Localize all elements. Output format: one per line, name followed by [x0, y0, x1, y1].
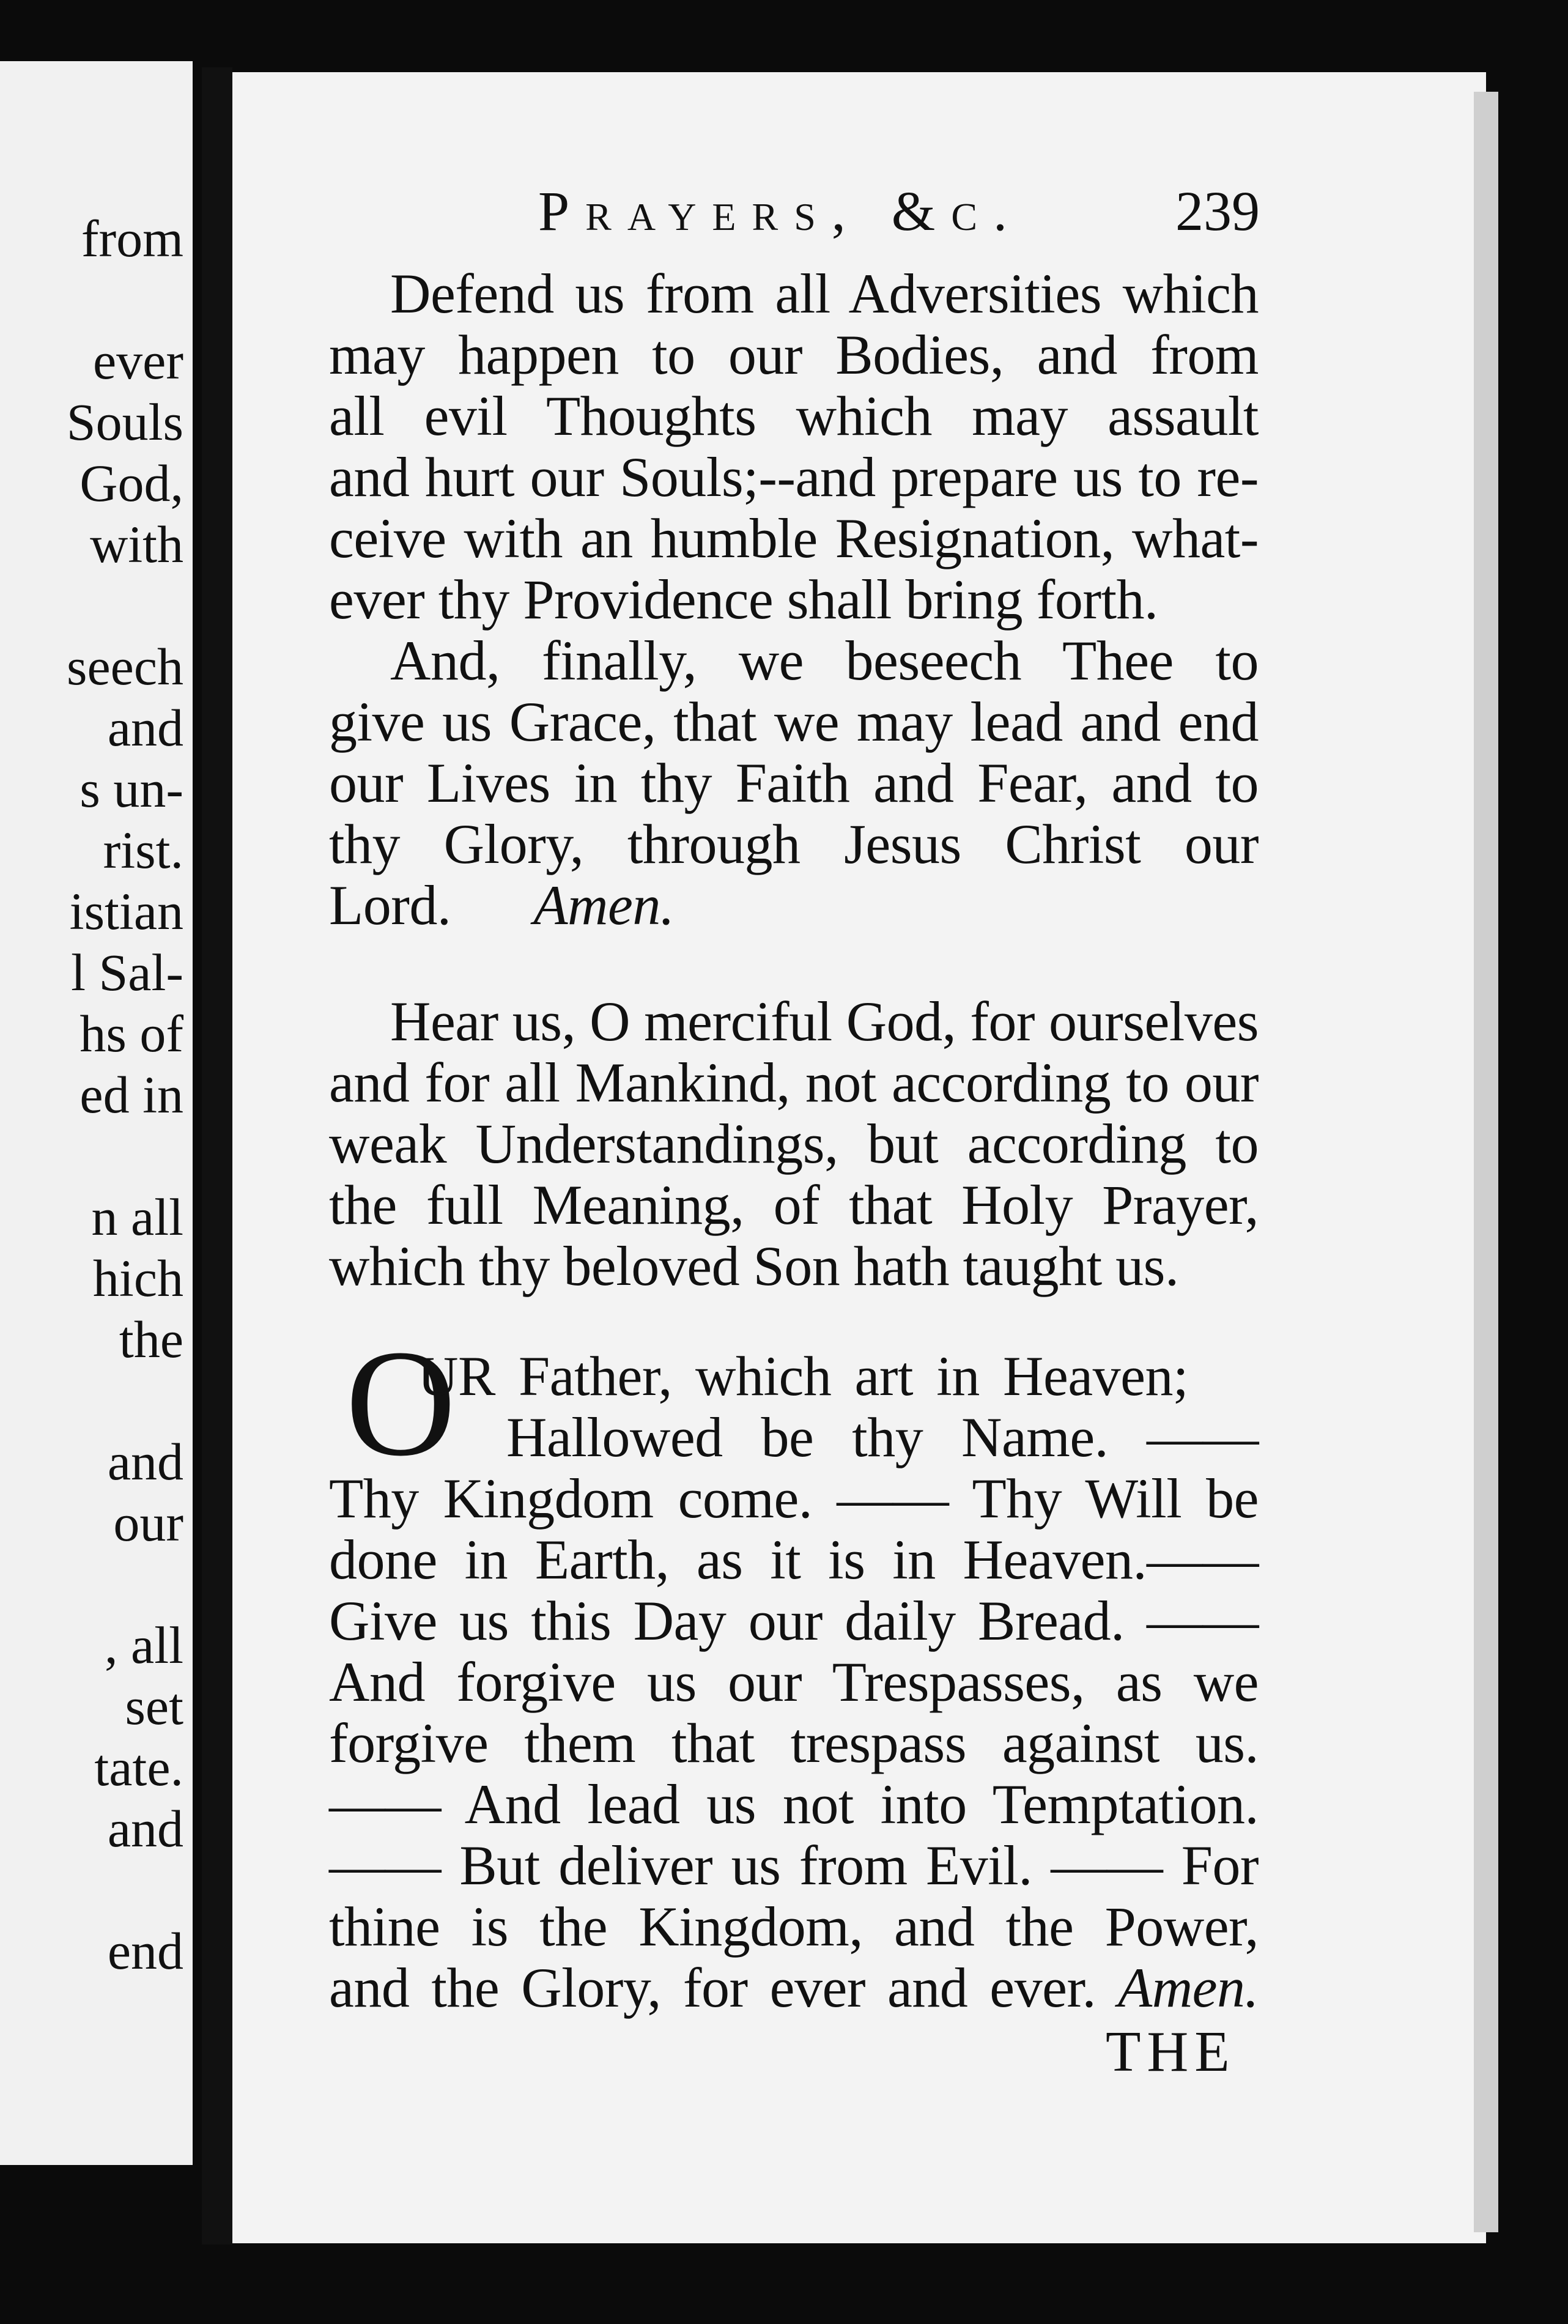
amen-word: Amen.: [1118, 1956, 1259, 2019]
left-margin-word: with: [90, 515, 183, 574]
text-line: may happen to our Bodies, and from: [329, 324, 1259, 386]
text-line: Defend us from all Adversities which: [390, 262, 1259, 325]
text-line: And forgive us our Trespasses, as we: [329, 1651, 1259, 1713]
left-margin-word: our: [113, 1493, 183, 1552]
left-margin-word: l Sal-: [71, 943, 183, 1002]
text-span: and the Glory, for ever and ever.: [329, 1956, 1096, 2019]
text-line: weak Understandings, but according to: [329, 1112, 1259, 1175]
left-margin-word: from: [81, 209, 183, 268]
text-line: which thy beloved Son hath taught us.: [329, 1235, 1179, 1297]
text-line: our Lives in thy Faith and Fear, and to: [329, 752, 1259, 814]
paragraph-hear-us: [329, 991, 1259, 1297]
left-margin-word: seech: [67, 637, 183, 696]
paragraph-grace: [329, 630, 1259, 936]
left-margin-word: rist.: [103, 821, 183, 879]
left-margin-word: tate.: [94, 1738, 183, 1797]
text-line: thine is the Kingdom, and the Power,: [329, 1895, 1259, 1958]
text-line: Hallowed be thy Name. ——: [506, 1406, 1259, 1468]
paragraph-adversities: [329, 263, 1259, 630]
amen-word: Amen.: [533, 874, 675, 936]
left-margin-word: hich: [92, 1249, 183, 1308]
text-line: Hear us, O merciful God, for ourselves: [390, 990, 1259, 1053]
text-line: and hurt our Souls;--and prepare us to re-: [329, 446, 1259, 508]
left-margin-word: and: [107, 1432, 183, 1491]
left-margin-word: and: [107, 698, 183, 757]
text-line: give us Grace, that we may lead and end: [329, 690, 1259, 753]
running-title: Prayers, &c.: [538, 180, 1024, 242]
left-margin-word: n all: [91, 1188, 183, 1246]
text-line: —— And lead us not into Temptation.: [329, 1773, 1259, 1835]
text-line: —— But deliver us from Evil. —— For: [329, 1834, 1259, 1897]
left-page: [0, 61, 193, 2165]
left-margin-word: set: [125, 1677, 183, 1736]
text-line: [329, 875, 1259, 936]
page-edge: [1474, 92, 1498, 2232]
left-margin-word: istian: [69, 882, 183, 941]
gutter-shadow: [202, 67, 232, 2244]
text-line: And, finally, we beseech Thee to: [390, 629, 1259, 692]
left-margin-word: , all: [105, 1616, 183, 1675]
page-number: 239: [1175, 180, 1260, 242]
left-margin-word: hs of: [80, 1004, 183, 1063]
text-line: ceive with an humble Resignation, what-: [329, 507, 1259, 569]
left-margin-word: the: [119, 1310, 183, 1369]
text-line: Thy Kingdom come. —— Thy Will be: [329, 1467, 1259, 1530]
text-line: thy Glory, through Jesus Christ our: [329, 813, 1259, 875]
drop-cap-o: O: [346, 1319, 456, 1488]
text-line: all evil Thoughts which may assault: [329, 385, 1259, 447]
text-line: and for all Mankind, not according to our: [329, 1051, 1259, 1114]
left-margin-word: Souls: [66, 393, 183, 451]
left-margin-word: God,: [80, 454, 183, 513]
text-line: ever thy Providence shall bring forth.: [329, 568, 1158, 631]
catchword: THE: [1106, 2020, 1236, 2084]
text-line: Give us this Day our daily Bread. ——: [329, 1589, 1259, 1652]
text-line: UR Father, which art in Heaven;: [418, 1345, 1188, 1407]
text-line: the full Meaning, of that Holy Prayer,: [329, 1174, 1259, 1236]
left-margin-word: ever: [93, 331, 183, 390]
left-margin-word: s un-: [80, 760, 183, 818]
left-margin-word: ed in: [80, 1065, 183, 1124]
text-line: [329, 1957, 1259, 2018]
left-margin-word: end: [107, 1922, 183, 1980]
lords-prayer: [329, 1345, 1259, 2018]
left-margin-word: and: [107, 1799, 183, 1858]
running-header: [538, 177, 1260, 245]
lord-word: Lord.: [329, 874, 451, 936]
text-line: done in Earth, as it is in Heaven.——: [329, 1528, 1259, 1591]
text-line: forgive them that trespass against us.: [329, 1712, 1259, 1774]
